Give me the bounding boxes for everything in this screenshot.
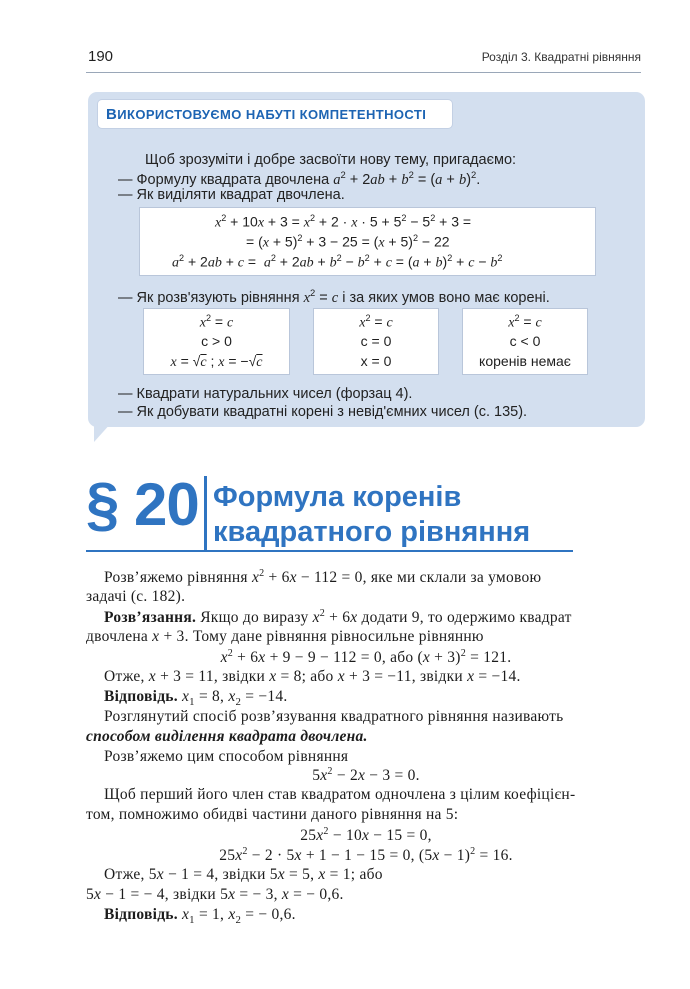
competency-intro: Щоб зрозуміти і добре засвоїти нову тему, пригадаємо: [145, 152, 517, 168]
recall-item-1: — Формулу квадрата двочлена $a^2 + 2ab + b^2 = (a + b)^2$. [118, 169, 481, 188]
recall-item-3: — Як розв'язують рівняння $x^2 = c$ і за яких умов воно має корені. [118, 287, 550, 306]
equation-4: $25x^2 - 2 \cdot 5x + 1 - 1 - 15 = 0$, $(5x - 1)^2 = 16$. [219, 846, 513, 865]
section-underline [86, 550, 573, 552]
equation-equivalent: $x^2 + 6x + 9 - 9 - 112 = 0$, або $(x + 3)^2 = 121$. [220, 648, 512, 667]
page-number: 190 [88, 48, 114, 65]
case-c-positive: $x^2 = c$ c > 0 x = √c ; x = −√c [143, 308, 290, 375]
first-term-line-1: Щоб перший його член став квадратом одночлена з цілим коефіцієн- [104, 786, 576, 803]
paragraph-1-line-1: Розв’яжемо рівняння $x^2 + 6x - 112 = 0$, яке ми склали за умовою [104, 568, 542, 587]
solution-steps-2: Отже, 5x − 1 = 4, звідки 5x = 5, x = 1; або [104, 866, 383, 883]
solution-line-1: Розв’язання. Якщо до виразу $x^2 + 6x$ додати 9, то одержимо квадрат [104, 608, 572, 627]
first-term-line-2: том, помножимо обидві частини даного рівняння на 5: [86, 806, 459, 823]
recall-item-5: — Як добувати квадратні корені з невід'ємних чисел (с. 135). [118, 404, 528, 420]
chapter-title: Розділ 3. Квадратні рівняння [481, 50, 641, 64]
answer-2: Відповідь. $x_1 = 1$, $x_2$ = − 0,6. [104, 906, 296, 927]
recall-item-4: — Квадрати натуральних чисел (форзац 4). [118, 386, 413, 402]
solution-steps-1: Отже, x + 3 = 11, звідки x = 8; або x + 3 = −11, звідки x = −14. [104, 668, 521, 685]
solve-line: Розв’яжемо цим способом рівняння [104, 748, 349, 765]
recall-item-2: — Як виділяти квадрат двочлена. [118, 187, 345, 203]
solution-line-2: двочлена x + 3. Тому дане рівняння рівносильне рівнянню [86, 628, 484, 645]
equation-2: $5x^2 - 2x - 3 = 0$. [312, 766, 420, 785]
section-number: § 20 [86, 471, 199, 538]
eq-line-3: $a^2 + 2ab + c = a^2 + 2ab + b^2 - b^2 + c = (a + b)^2 + c - b^2$ [172, 253, 503, 271]
equation-3: $25x^2 - 10x - 15 = 0$, [300, 826, 432, 845]
answer-1: Відповідь. $x_1 = 8$, $x_2 = -14$. [104, 688, 288, 709]
method-line-2: способом виділення квадрата двочлена. [86, 728, 368, 745]
case-c-negative: $x^2 = c$ c < 0 коренів немає [462, 308, 588, 375]
eq-line-2: = $(x + 5)^2 + 3 - 25 = (x + 5)^2 - 22$ [246, 233, 450, 251]
paragraph-1-line-2: задачі (с. 182). [86, 588, 186, 605]
method-line-1: Розглянутий спосіб розв’язування квадратного рівняння називають [104, 708, 564, 725]
section-divider [204, 476, 207, 552]
section-title-line-2: квадратного рівняння [213, 516, 531, 548]
section-title-line-1: Формула коренів [213, 481, 462, 513]
eq-line-1: $x^2 + 10x + 3 = x^2 + 2 \cdot x \cdot 5 + 5^2 - 5^2 + 3$ = [215, 213, 472, 231]
competency-title: ВИКОРИСТОВУЄМО НАБУТІ КОМПЕТЕНТНОСТІ [106, 106, 427, 123]
speech-tail [94, 422, 112, 442]
header-divider [86, 72, 641, 73]
case-c-zero: $x^2 = c$ c = 0 x = 0 [313, 308, 439, 375]
solution-steps-3: 5x − 1 = − 4, звідки 5x = − 3, x = − 0,6. [86, 886, 344, 903]
